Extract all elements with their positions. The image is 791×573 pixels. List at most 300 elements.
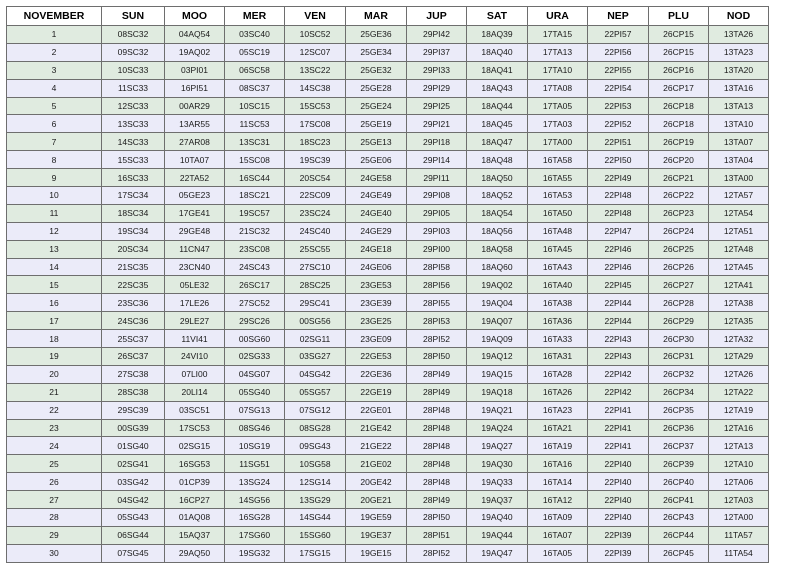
day-cell: 26 xyxy=(7,473,102,491)
mercury-cell: 05SC19 xyxy=(225,43,285,61)
table-row xyxy=(7,294,769,312)
saturn-cell: 18AQ47 xyxy=(467,133,528,151)
moon-cell: 17GE41 xyxy=(165,204,225,222)
mercury-cell: 08SG46 xyxy=(225,419,285,437)
mercury-cell: 08SC37 xyxy=(225,79,285,97)
mercury-cell: 29SC26 xyxy=(225,312,285,330)
moon-cell: 23CN40 xyxy=(165,258,225,276)
venus-cell: 00SG56 xyxy=(285,312,346,330)
uranus-cell: 16TA43 xyxy=(528,258,588,276)
node-cell: 12TA57 xyxy=(709,187,769,205)
day-cell: 8 xyxy=(7,151,102,169)
node-cell: 13TA07 xyxy=(709,133,769,151)
table-row xyxy=(7,491,769,509)
neptune-cell: 22PI56 xyxy=(588,43,649,61)
neptune-cell: 22PI43 xyxy=(588,348,649,366)
table-row xyxy=(7,151,769,169)
sun-cell: 29SC39 xyxy=(102,401,165,419)
saturn-cell: 19AQ09 xyxy=(467,330,528,348)
venus-cell: 20SC54 xyxy=(285,169,346,187)
jupiter-cell: 28PI50 xyxy=(407,348,467,366)
saturn-cell: 18AQ44 xyxy=(467,97,528,115)
uranus-cell: 16TA28 xyxy=(528,365,588,383)
day-cell: 12 xyxy=(7,222,102,240)
jupiter-cell: 28PI52 xyxy=(407,330,467,348)
sun-cell: 19SC34 xyxy=(102,222,165,240)
mars-cell: 21GE02 xyxy=(346,455,407,473)
saturn-cell: 18AQ40 xyxy=(467,43,528,61)
node-cell: 12TA26 xyxy=(709,365,769,383)
mars-cell: 25GE32 xyxy=(346,61,407,79)
venus-cell: 04SG42 xyxy=(285,365,346,383)
day-cell: 30 xyxy=(7,544,102,562)
mercury-cell: 10SC15 xyxy=(225,97,285,115)
uranus-cell: 16TA05 xyxy=(528,544,588,562)
uranus-cell: 16TA16 xyxy=(528,455,588,473)
sun-cell: 15SC33 xyxy=(102,151,165,169)
jupiter-cell: 29PI33 xyxy=(407,61,467,79)
venus-cell: 28SC25 xyxy=(285,276,346,294)
table-row xyxy=(7,455,769,473)
sun-cell: 01SG40 xyxy=(102,437,165,455)
mars-cell: 19GE37 xyxy=(346,526,407,544)
jupiter-cell: 28PI53 xyxy=(407,312,467,330)
saturn-cell: 18AQ52 xyxy=(467,187,528,205)
day-cell: 29 xyxy=(7,526,102,544)
node-cell: 13TA16 xyxy=(709,79,769,97)
mercury-cell: 19SG32 xyxy=(225,544,285,562)
mercury-cell: 03SC40 xyxy=(225,26,285,44)
moon-cell: 01CP39 xyxy=(165,473,225,491)
moon-cell: 03SC51 xyxy=(165,401,225,419)
venus-cell: 09SG43 xyxy=(285,437,346,455)
header-neptune: NEP xyxy=(588,7,649,26)
node-cell: 13TA00 xyxy=(709,169,769,187)
day-cell: 25 xyxy=(7,455,102,473)
pluto-cell: 26CP17 xyxy=(649,79,709,97)
mercury-cell: 16SC44 xyxy=(225,169,285,187)
pluto-cell: 26CP29 xyxy=(649,312,709,330)
table-row xyxy=(7,204,769,222)
node-cell: 12TA13 xyxy=(709,437,769,455)
moon-cell: 03PI01 xyxy=(165,61,225,79)
venus-cell: 23SC24 xyxy=(285,204,346,222)
node-cell: 12TA03 xyxy=(709,491,769,509)
moon-cell: 17LE26 xyxy=(165,294,225,312)
moon-cell: 16CP27 xyxy=(165,491,225,509)
uranus-cell: 17TA13 xyxy=(528,43,588,61)
moon-cell: 11VI41 xyxy=(165,330,225,348)
pluto-cell: 26CP37 xyxy=(649,437,709,455)
saturn-cell: 19AQ47 xyxy=(467,544,528,562)
day-cell: 16 xyxy=(7,294,102,312)
jupiter-cell: 28PI48 xyxy=(407,455,467,473)
moon-cell: 22TA52 xyxy=(165,169,225,187)
saturn-cell: 18AQ60 xyxy=(467,258,528,276)
uranus-cell: 16TA14 xyxy=(528,473,588,491)
table-row xyxy=(7,133,769,151)
pluto-cell: 26CP27 xyxy=(649,276,709,294)
node-cell: 12TA00 xyxy=(709,509,769,527)
node-cell: 13TA20 xyxy=(709,61,769,79)
jupiter-cell: 29PI21 xyxy=(407,115,467,133)
moon-cell: 13AR55 xyxy=(165,115,225,133)
mercury-cell: 07SG13 xyxy=(225,401,285,419)
node-cell: 12TA10 xyxy=(709,455,769,473)
table-row xyxy=(7,240,769,258)
moon-cell: 05LE32 xyxy=(165,276,225,294)
table-row xyxy=(7,79,769,97)
pluto-cell: 26CP31 xyxy=(649,348,709,366)
sun-cell: 28SC38 xyxy=(102,383,165,401)
neptune-cell: 22PI40 xyxy=(588,455,649,473)
uranus-cell: 17TA03 xyxy=(528,115,588,133)
moon-cell: 29GE48 xyxy=(165,222,225,240)
header-saturn: SAT xyxy=(467,7,528,26)
sun-cell: 05SG43 xyxy=(102,509,165,527)
header-pluto: PLU xyxy=(649,7,709,26)
mars-cell: 22GE19 xyxy=(346,383,407,401)
table-row xyxy=(7,419,769,437)
venus-cell: 10SG58 xyxy=(285,455,346,473)
node-cell: 11TA57 xyxy=(709,526,769,544)
mercury-cell: 13SG24 xyxy=(225,473,285,491)
mars-cell: 22GE01 xyxy=(346,401,407,419)
jupiter-cell: 28PI49 xyxy=(407,383,467,401)
saturn-cell: 19AQ12 xyxy=(467,348,528,366)
pluto-cell: 26CP20 xyxy=(649,151,709,169)
day-cell: 3 xyxy=(7,61,102,79)
pluto-cell: 26CP35 xyxy=(649,401,709,419)
venus-cell: 13SC22 xyxy=(285,61,346,79)
moon-cell: 05GE23 xyxy=(165,187,225,205)
sun-cell: 09SC32 xyxy=(102,43,165,61)
day-cell: 10 xyxy=(7,187,102,205)
node-cell: 13TA04 xyxy=(709,151,769,169)
uranus-cell: 16TA50 xyxy=(528,204,588,222)
mercury-cell: 10SG19 xyxy=(225,437,285,455)
moon-cell: 16PI51 xyxy=(165,79,225,97)
sun-cell: 22SC35 xyxy=(102,276,165,294)
mercury-cell: 18SC21 xyxy=(225,187,285,205)
venus-cell: 05SG57 xyxy=(285,383,346,401)
day-cell: 7 xyxy=(7,133,102,151)
jupiter-cell: 28PI55 xyxy=(407,294,467,312)
neptune-cell: 22PI43 xyxy=(588,330,649,348)
mercury-cell: 15SC08 xyxy=(225,151,285,169)
saturn-cell: 19AQ18 xyxy=(467,383,528,401)
table-row xyxy=(7,187,769,205)
header-month: NOVEMBER xyxy=(7,7,102,26)
sun-cell: 03SG42 xyxy=(102,473,165,491)
venus-cell: 25SC55 xyxy=(285,240,346,258)
sun-cell: 24SC36 xyxy=(102,312,165,330)
moon-cell: 20LI14 xyxy=(165,383,225,401)
uranus-cell: 16TA26 xyxy=(528,383,588,401)
neptune-cell: 22PI41 xyxy=(588,437,649,455)
header-jupiter: JUP xyxy=(407,7,467,26)
jupiter-cell: 29PI05 xyxy=(407,204,467,222)
jupiter-cell: 28PI51 xyxy=(407,526,467,544)
sun-cell: 18SC34 xyxy=(102,204,165,222)
day-cell: 23 xyxy=(7,419,102,437)
mars-cell: 23GE09 xyxy=(346,330,407,348)
moon-cell: 15AQ37 xyxy=(165,526,225,544)
saturn-cell: 19AQ21 xyxy=(467,401,528,419)
neptune-cell: 22PI39 xyxy=(588,526,649,544)
day-cell: 6 xyxy=(7,115,102,133)
neptune-cell: 22PI42 xyxy=(588,365,649,383)
mercury-cell: 24SC43 xyxy=(225,258,285,276)
uranus-cell: 16TA48 xyxy=(528,222,588,240)
venus-cell: 27SC10 xyxy=(285,258,346,276)
uranus-cell: 17TA08 xyxy=(528,79,588,97)
header-moon: MOO xyxy=(165,7,225,26)
sun-cell: 07SG45 xyxy=(102,544,165,562)
table-row xyxy=(7,43,769,61)
uranus-cell: 16TA36 xyxy=(528,312,588,330)
node-cell: 13TA26 xyxy=(709,26,769,44)
mars-cell: 24GE40 xyxy=(346,204,407,222)
jupiter-cell: 29PI29 xyxy=(407,79,467,97)
moon-cell: 01AQ08 xyxy=(165,509,225,527)
neptune-cell: 22PI52 xyxy=(588,115,649,133)
neptune-cell: 22PI57 xyxy=(588,26,649,44)
table-row xyxy=(7,509,769,527)
table-row xyxy=(7,61,769,79)
mars-cell: 25GE28 xyxy=(346,79,407,97)
sun-cell: 04SG42 xyxy=(102,491,165,509)
table-row xyxy=(7,26,769,44)
neptune-cell: 22PI47 xyxy=(588,222,649,240)
node-cell: 12TA22 xyxy=(709,383,769,401)
node-cell: 13TA13 xyxy=(709,97,769,115)
uranus-cell: 17TA05 xyxy=(528,97,588,115)
table-row xyxy=(7,365,769,383)
mercury-cell: 11SG51 xyxy=(225,455,285,473)
saturn-cell: 19AQ02 xyxy=(467,276,528,294)
mars-cell: 21GE42 xyxy=(346,419,407,437)
uranus-cell: 16TA38 xyxy=(528,294,588,312)
saturn-cell: 19AQ15 xyxy=(467,365,528,383)
moon-cell: 17SC53 xyxy=(165,419,225,437)
pluto-cell: 26CP39 xyxy=(649,455,709,473)
jupiter-cell: 29PI25 xyxy=(407,97,467,115)
sun-cell: 13SC33 xyxy=(102,115,165,133)
node-cell: 13TA10 xyxy=(709,115,769,133)
sun-cell: 16SC33 xyxy=(102,169,165,187)
neptune-cell: 22PI41 xyxy=(588,401,649,419)
mercury-cell: 27SC52 xyxy=(225,294,285,312)
pluto-cell: 26CP44 xyxy=(649,526,709,544)
table-row xyxy=(7,258,769,276)
table-row xyxy=(7,169,769,187)
neptune-cell: 22PI40 xyxy=(588,491,649,509)
neptune-cell: 22PI48 xyxy=(588,204,649,222)
table-body xyxy=(7,26,769,563)
uranus-cell: 17TA00 xyxy=(528,133,588,151)
pluto-cell: 26CP32 xyxy=(649,365,709,383)
uranus-cell: 16TA31 xyxy=(528,348,588,366)
uranus-cell: 16TA23 xyxy=(528,401,588,419)
moon-cell: 24VI10 xyxy=(165,348,225,366)
jupiter-cell: 29PI18 xyxy=(407,133,467,151)
venus-cell: 08SG28 xyxy=(285,419,346,437)
venus-cell: 17SC08 xyxy=(285,115,346,133)
mercury-cell: 06SC58 xyxy=(225,61,285,79)
node-cell: 12TA29 xyxy=(709,348,769,366)
saturn-cell: 18AQ54 xyxy=(467,204,528,222)
pluto-cell: 26CP16 xyxy=(649,61,709,79)
saturn-cell: 18AQ41 xyxy=(467,61,528,79)
venus-cell: 15SC53 xyxy=(285,97,346,115)
table-row xyxy=(7,276,769,294)
venus-cell: 24SC40 xyxy=(285,222,346,240)
jupiter-cell: 28PI52 xyxy=(407,544,467,562)
uranus-cell: 16TA21 xyxy=(528,419,588,437)
uranus-cell: 16TA45 xyxy=(528,240,588,258)
day-cell: 5 xyxy=(7,97,102,115)
mars-cell: 20GE21 xyxy=(346,491,407,509)
saturn-cell: 18AQ48 xyxy=(467,151,528,169)
pluto-cell: 26CP43 xyxy=(649,509,709,527)
neptune-cell: 22PI40 xyxy=(588,473,649,491)
sun-cell: 27SC38 xyxy=(102,365,165,383)
mercury-cell: 14SG56 xyxy=(225,491,285,509)
saturn-cell: 18AQ58 xyxy=(467,240,528,258)
neptune-cell: 22PI49 xyxy=(588,169,649,187)
jupiter-cell: 28PI48 xyxy=(407,437,467,455)
node-cell: 12TA35 xyxy=(709,312,769,330)
node-cell: 12TA19 xyxy=(709,401,769,419)
sun-cell: 10SC33 xyxy=(102,61,165,79)
pluto-cell: 26CP15 xyxy=(649,43,709,61)
venus-cell: 13SG29 xyxy=(285,491,346,509)
mercury-cell: 16SG28 xyxy=(225,509,285,527)
jupiter-cell: 28PI49 xyxy=(407,365,467,383)
sun-cell: 14SC33 xyxy=(102,133,165,151)
mars-cell: 21GE22 xyxy=(346,437,407,455)
day-cell: 20 xyxy=(7,365,102,383)
day-cell: 4 xyxy=(7,79,102,97)
pluto-cell: 26CP34 xyxy=(649,383,709,401)
mars-cell: 19GE15 xyxy=(346,544,407,562)
day-cell: 22 xyxy=(7,401,102,419)
uranus-cell: 16TA55 xyxy=(528,169,588,187)
moon-cell: 29AQ50 xyxy=(165,544,225,562)
moon-cell: 02SG15 xyxy=(165,437,225,455)
saturn-cell: 18AQ45 xyxy=(467,115,528,133)
moon-cell: 16SG53 xyxy=(165,455,225,473)
sun-cell: 08SC32 xyxy=(102,26,165,44)
table-row xyxy=(7,115,769,133)
jupiter-cell: 29PI03 xyxy=(407,222,467,240)
pluto-cell: 26CP18 xyxy=(649,115,709,133)
mars-cell: 24GE58 xyxy=(346,169,407,187)
venus-cell: 02SG11 xyxy=(285,330,346,348)
pluto-cell: 26CP41 xyxy=(649,491,709,509)
node-cell: 12TA45 xyxy=(709,258,769,276)
neptune-cell: 22PI53 xyxy=(588,97,649,115)
moon-cell: 11CN47 xyxy=(165,240,225,258)
table-row xyxy=(7,348,769,366)
mercury-cell: 26SC17 xyxy=(225,276,285,294)
uranus-cell: 16TA53 xyxy=(528,187,588,205)
table-row xyxy=(7,383,769,401)
mars-cell: 25GE19 xyxy=(346,115,407,133)
saturn-cell: 18AQ43 xyxy=(467,79,528,97)
pluto-cell: 26CP19 xyxy=(649,133,709,151)
neptune-cell: 22PI55 xyxy=(588,61,649,79)
day-cell: 18 xyxy=(7,330,102,348)
day-cell: 2 xyxy=(7,43,102,61)
uranus-cell: 17TA10 xyxy=(528,61,588,79)
pluto-cell: 26CP28 xyxy=(649,294,709,312)
pluto-cell: 26CP21 xyxy=(649,169,709,187)
mars-cell: 24GE06 xyxy=(346,258,407,276)
jupiter-cell: 28PI48 xyxy=(407,401,467,419)
day-cell: 13 xyxy=(7,240,102,258)
venus-cell: 14SG44 xyxy=(285,509,346,527)
saturn-cell: 19AQ40 xyxy=(467,509,528,527)
sun-cell: 25SC37 xyxy=(102,330,165,348)
mars-cell: 22GE53 xyxy=(346,348,407,366)
jupiter-cell: 28PI49 xyxy=(407,491,467,509)
mercury-cell: 00SG60 xyxy=(225,330,285,348)
node-cell: 12TA32 xyxy=(709,330,769,348)
moon-cell: 00AR29 xyxy=(165,97,225,115)
uranus-cell: 16TA33 xyxy=(528,330,588,348)
table-row xyxy=(7,473,769,491)
uranus-cell: 16TA40 xyxy=(528,276,588,294)
sun-cell: 26SC37 xyxy=(102,348,165,366)
jupiter-cell: 29PI42 xyxy=(407,26,467,44)
pluto-cell: 26CP30 xyxy=(649,330,709,348)
day-cell: 27 xyxy=(7,491,102,509)
table-row xyxy=(7,222,769,240)
mars-cell: 20GE42 xyxy=(346,473,407,491)
mars-cell: 24GE18 xyxy=(346,240,407,258)
pluto-cell: 26CP23 xyxy=(649,204,709,222)
pluto-cell: 26CP25 xyxy=(649,240,709,258)
neptune-cell: 22PI48 xyxy=(588,187,649,205)
header-sun: SUN xyxy=(102,7,165,26)
node-cell: 12TA38 xyxy=(709,294,769,312)
uranus-cell: 16TA19 xyxy=(528,437,588,455)
mars-cell: 23GE25 xyxy=(346,312,407,330)
header-row xyxy=(7,7,769,26)
saturn-cell: 19AQ07 xyxy=(467,312,528,330)
day-cell: 17 xyxy=(7,312,102,330)
mars-cell: 22GE36 xyxy=(346,365,407,383)
mars-cell: 23GE53 xyxy=(346,276,407,294)
table-row xyxy=(7,97,769,115)
venus-cell: 22SC09 xyxy=(285,187,346,205)
day-cell: 1 xyxy=(7,26,102,44)
day-cell: 9 xyxy=(7,169,102,187)
pluto-cell: 26CP26 xyxy=(649,258,709,276)
header-mars: MAR xyxy=(346,7,407,26)
jupiter-cell: 28PI50 xyxy=(407,509,467,527)
sun-cell: 11SC33 xyxy=(102,79,165,97)
jupiter-cell: 29PI00 xyxy=(407,240,467,258)
mars-cell: 25GE06 xyxy=(346,151,407,169)
moon-cell: 27AR08 xyxy=(165,133,225,151)
saturn-cell: 19AQ24 xyxy=(467,419,528,437)
table-row xyxy=(7,330,769,348)
moon-cell: 19AQ02 xyxy=(165,43,225,61)
node-cell: 12TA06 xyxy=(709,473,769,491)
